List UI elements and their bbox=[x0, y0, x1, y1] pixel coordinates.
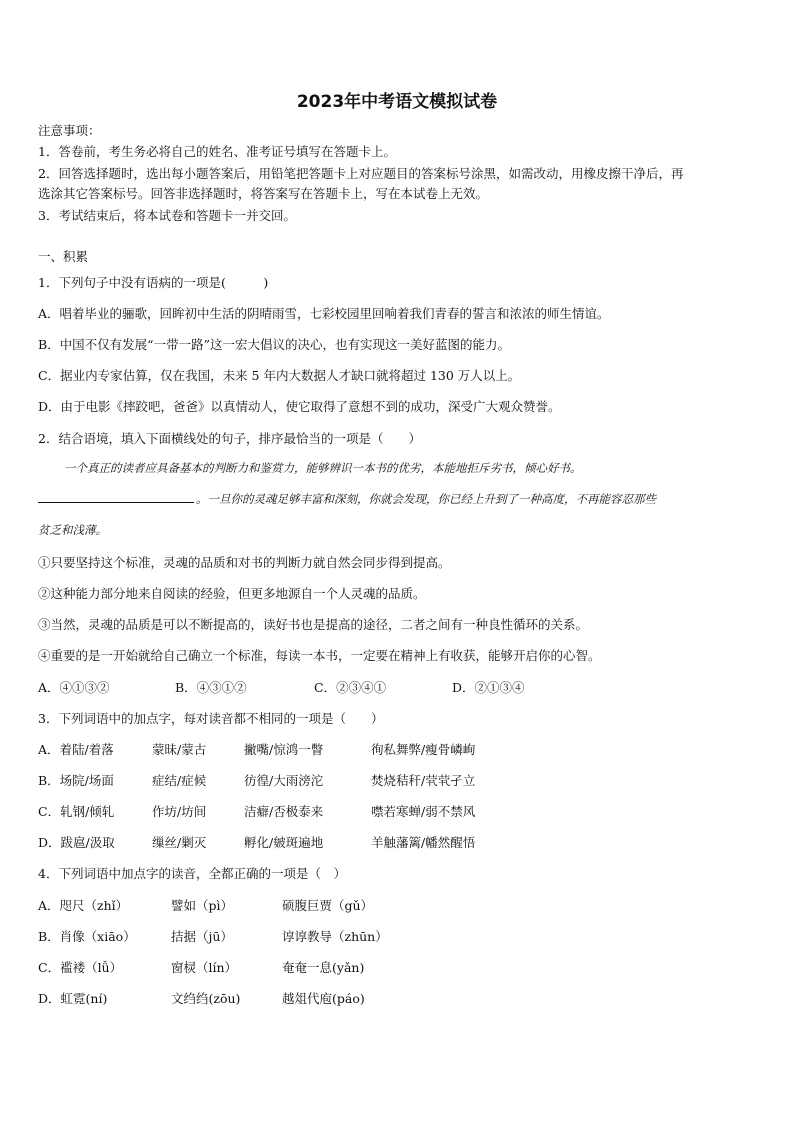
q2-passage-line-1: 一个真正的读者应具备基本的判断力和鉴赏力，能够辨识一本书的优劣，本能地拒斥劣书，倾心好书。 bbox=[64, 461, 582, 475]
q3-b-term-1: B．场院/场面 bbox=[38, 773, 114, 788]
q4-c-term-3: 奄奄一息(yǎn) bbox=[282, 960, 365, 975]
q3-a-term-4: 徇私舞弊/瘦骨嶙峋 bbox=[371, 742, 476, 757]
q3-stem: 3．下列词语中的加点字，每对读音都不相同的一项是（ ） bbox=[38, 711, 384, 726]
q3-c-term-4: 噤若寒蝉/弱不禁风 bbox=[371, 804, 476, 819]
q4-b-term-2: 拮据（jū） bbox=[171, 929, 233, 944]
q3-d-term-3: 孵化/皴斑遍地 bbox=[244, 835, 324, 850]
q4-b-term-3: 谆谆教导（zhūn） bbox=[282, 929, 388, 944]
q4-d-term-1: D．虹霓(ní) bbox=[38, 991, 108, 1006]
q3-c-term-2: 作坊/坊间 bbox=[152, 804, 207, 819]
q3-option-row-d bbox=[38, 833, 756, 849]
q4-option-row-b bbox=[38, 927, 756, 943]
q2-sentence-3: ③当然，灵魂的品质是可以不断提高的，读好书也是提高的途径，二者之间有一种良性循环的关系。 bbox=[38, 617, 589, 632]
q2-passage-line-3: 贫乏和浅薄。 bbox=[38, 523, 107, 537]
q3-a-term-1: A．着陆/着落 bbox=[38, 742, 114, 757]
q3-a-term-2: 蒙昧/蒙古 bbox=[152, 742, 207, 757]
q3-option-row-a bbox=[38, 740, 756, 756]
q3-d-term-4: 羊触藩篱/幡然醒悟 bbox=[371, 835, 476, 850]
q3-b-term-2: 症结/症候 bbox=[152, 773, 207, 788]
q4-a-term-3: 硕腹巨贾（gǔ） bbox=[282, 898, 374, 913]
q1-stem: 1．下列句子中没有语病的一项是( ) bbox=[38, 275, 269, 290]
q2-sentence-2: ②这种能力部分地来自阅读的经验，但更多地源自一个人灵魂的品质。 bbox=[38, 586, 426, 601]
q3-d-term-1: D．跋扈/汲取 bbox=[38, 835, 115, 850]
q4-option-row-c bbox=[38, 958, 756, 974]
q4-option-row-d bbox=[38, 989, 756, 1005]
q3-c-term-1: C．轧钢/倾轧 bbox=[38, 804, 115, 819]
q2-sentence-1: ①只要坚持这个标准，灵魂的品质和对书的判断力就自然会同步得到提高。 bbox=[38, 555, 451, 570]
q2-options bbox=[38, 678, 756, 694]
q4-a-term-2: 譬如（pì） bbox=[171, 898, 233, 913]
q2-stem: 2．结合语境，填入下面横线处的句子，排序最恰当的一项是（ ） bbox=[38, 431, 421, 446]
section-heading: 一、积累 bbox=[38, 249, 89, 264]
q3-b-term-4: 焚烧秸秆/茕茕孑立 bbox=[371, 773, 476, 788]
q4-a-term-1: A．咫尺（zhǐ） bbox=[38, 898, 129, 913]
q2-passage-line-2 bbox=[38, 491, 656, 507]
q2-option-a: A．④①③② bbox=[38, 680, 110, 695]
fill-in-blank bbox=[38, 491, 194, 503]
notice-item-1: 1．答卷前，考生务必将自己的姓名、准考证号填写在答题卡上。 bbox=[38, 144, 396, 159]
notice-item-2-cont: 选涂其它答案标号。回答非选择题时，将答案写在答题卡上，写在本试卷上无效。 bbox=[38, 186, 489, 201]
q2-sentence-4: ④重要的是一开始就给自己确立一个标准，每读一本书，一定要在精神上有收获，能够开启你的心智。 bbox=[38, 648, 601, 663]
q3-option-row-b bbox=[38, 771, 756, 787]
q3-b-term-3: 彷徨/大雨滂沱 bbox=[244, 773, 324, 788]
q2-option-b: B．④③①② bbox=[175, 680, 247, 695]
q4-d-term-2: 文绉绉(zōu) bbox=[171, 991, 241, 1006]
q3-d-term-2: 缫丝/剿灭 bbox=[152, 835, 207, 850]
q4-option-row-a bbox=[38, 896, 756, 912]
notice-heading: 注意事项： bbox=[38, 123, 101, 138]
q4-b-term-1: B．肖像（xiāo） bbox=[38, 929, 136, 944]
notice-item-3: 3．考试结束后，将本试卷和答题卡一并交回。 bbox=[38, 208, 296, 223]
q2-option-d: D．②①③④ bbox=[452, 680, 525, 695]
q4-d-term-3: 越俎代庖(páo) bbox=[282, 991, 365, 1006]
q3-option-row-c bbox=[38, 802, 756, 818]
page-title: 2023年中考语文模拟试卷 bbox=[296, 92, 498, 112]
q1-option-b: B．中国不仅有发展“一带一路”这一宏大倡议的决心，也有实现这一美好蓝图的能力。 bbox=[38, 337, 510, 352]
q1-option-a: A．唱着毕业的骊歌，回眸初中生活的阴晴雨雪，七彩校园里回响着我们青春的誓言和浓浓的师生情谊。 bbox=[38, 306, 610, 321]
q3-c-term-3: 洁癖/否极泰来 bbox=[244, 804, 324, 819]
q2-option-c: C．②③④① bbox=[314, 680, 387, 695]
q4-stem: 4．下列词语中加点字的读音，全都正确的一项是（ ） bbox=[38, 866, 346, 881]
q3-a-term-3: 撇嘴/惊鸿一瞥 bbox=[244, 742, 324, 757]
notice-item-2: 2．回答选择题时，选出每小题答案后，用铅笔把答题卡上对应题目的答案标号涂黑，如需改动，用橡皮擦干净后，再 bbox=[38, 166, 684, 181]
q1-option-c: C．据业内专家估算，仅在我国，未来 5 年内大数据人才缺口就将超过 130 万人以上。 bbox=[38, 368, 521, 383]
q4-c-term-1: C．褴褛（lǚ） bbox=[38, 960, 123, 975]
q2-passage-text: 。一旦你的灵魂足够丰富和深刻，你就会发现，你已经上升到了一种高度，不再能容忍那些 bbox=[196, 492, 656, 506]
q4-c-term-2: 窗棂（lín） bbox=[171, 960, 238, 975]
q1-option-d: D．由于电影《摔跤吧，爸爸》以真情动人，使它取得了意想不到的成功，深受广大观众赞誉。 bbox=[38, 399, 561, 414]
